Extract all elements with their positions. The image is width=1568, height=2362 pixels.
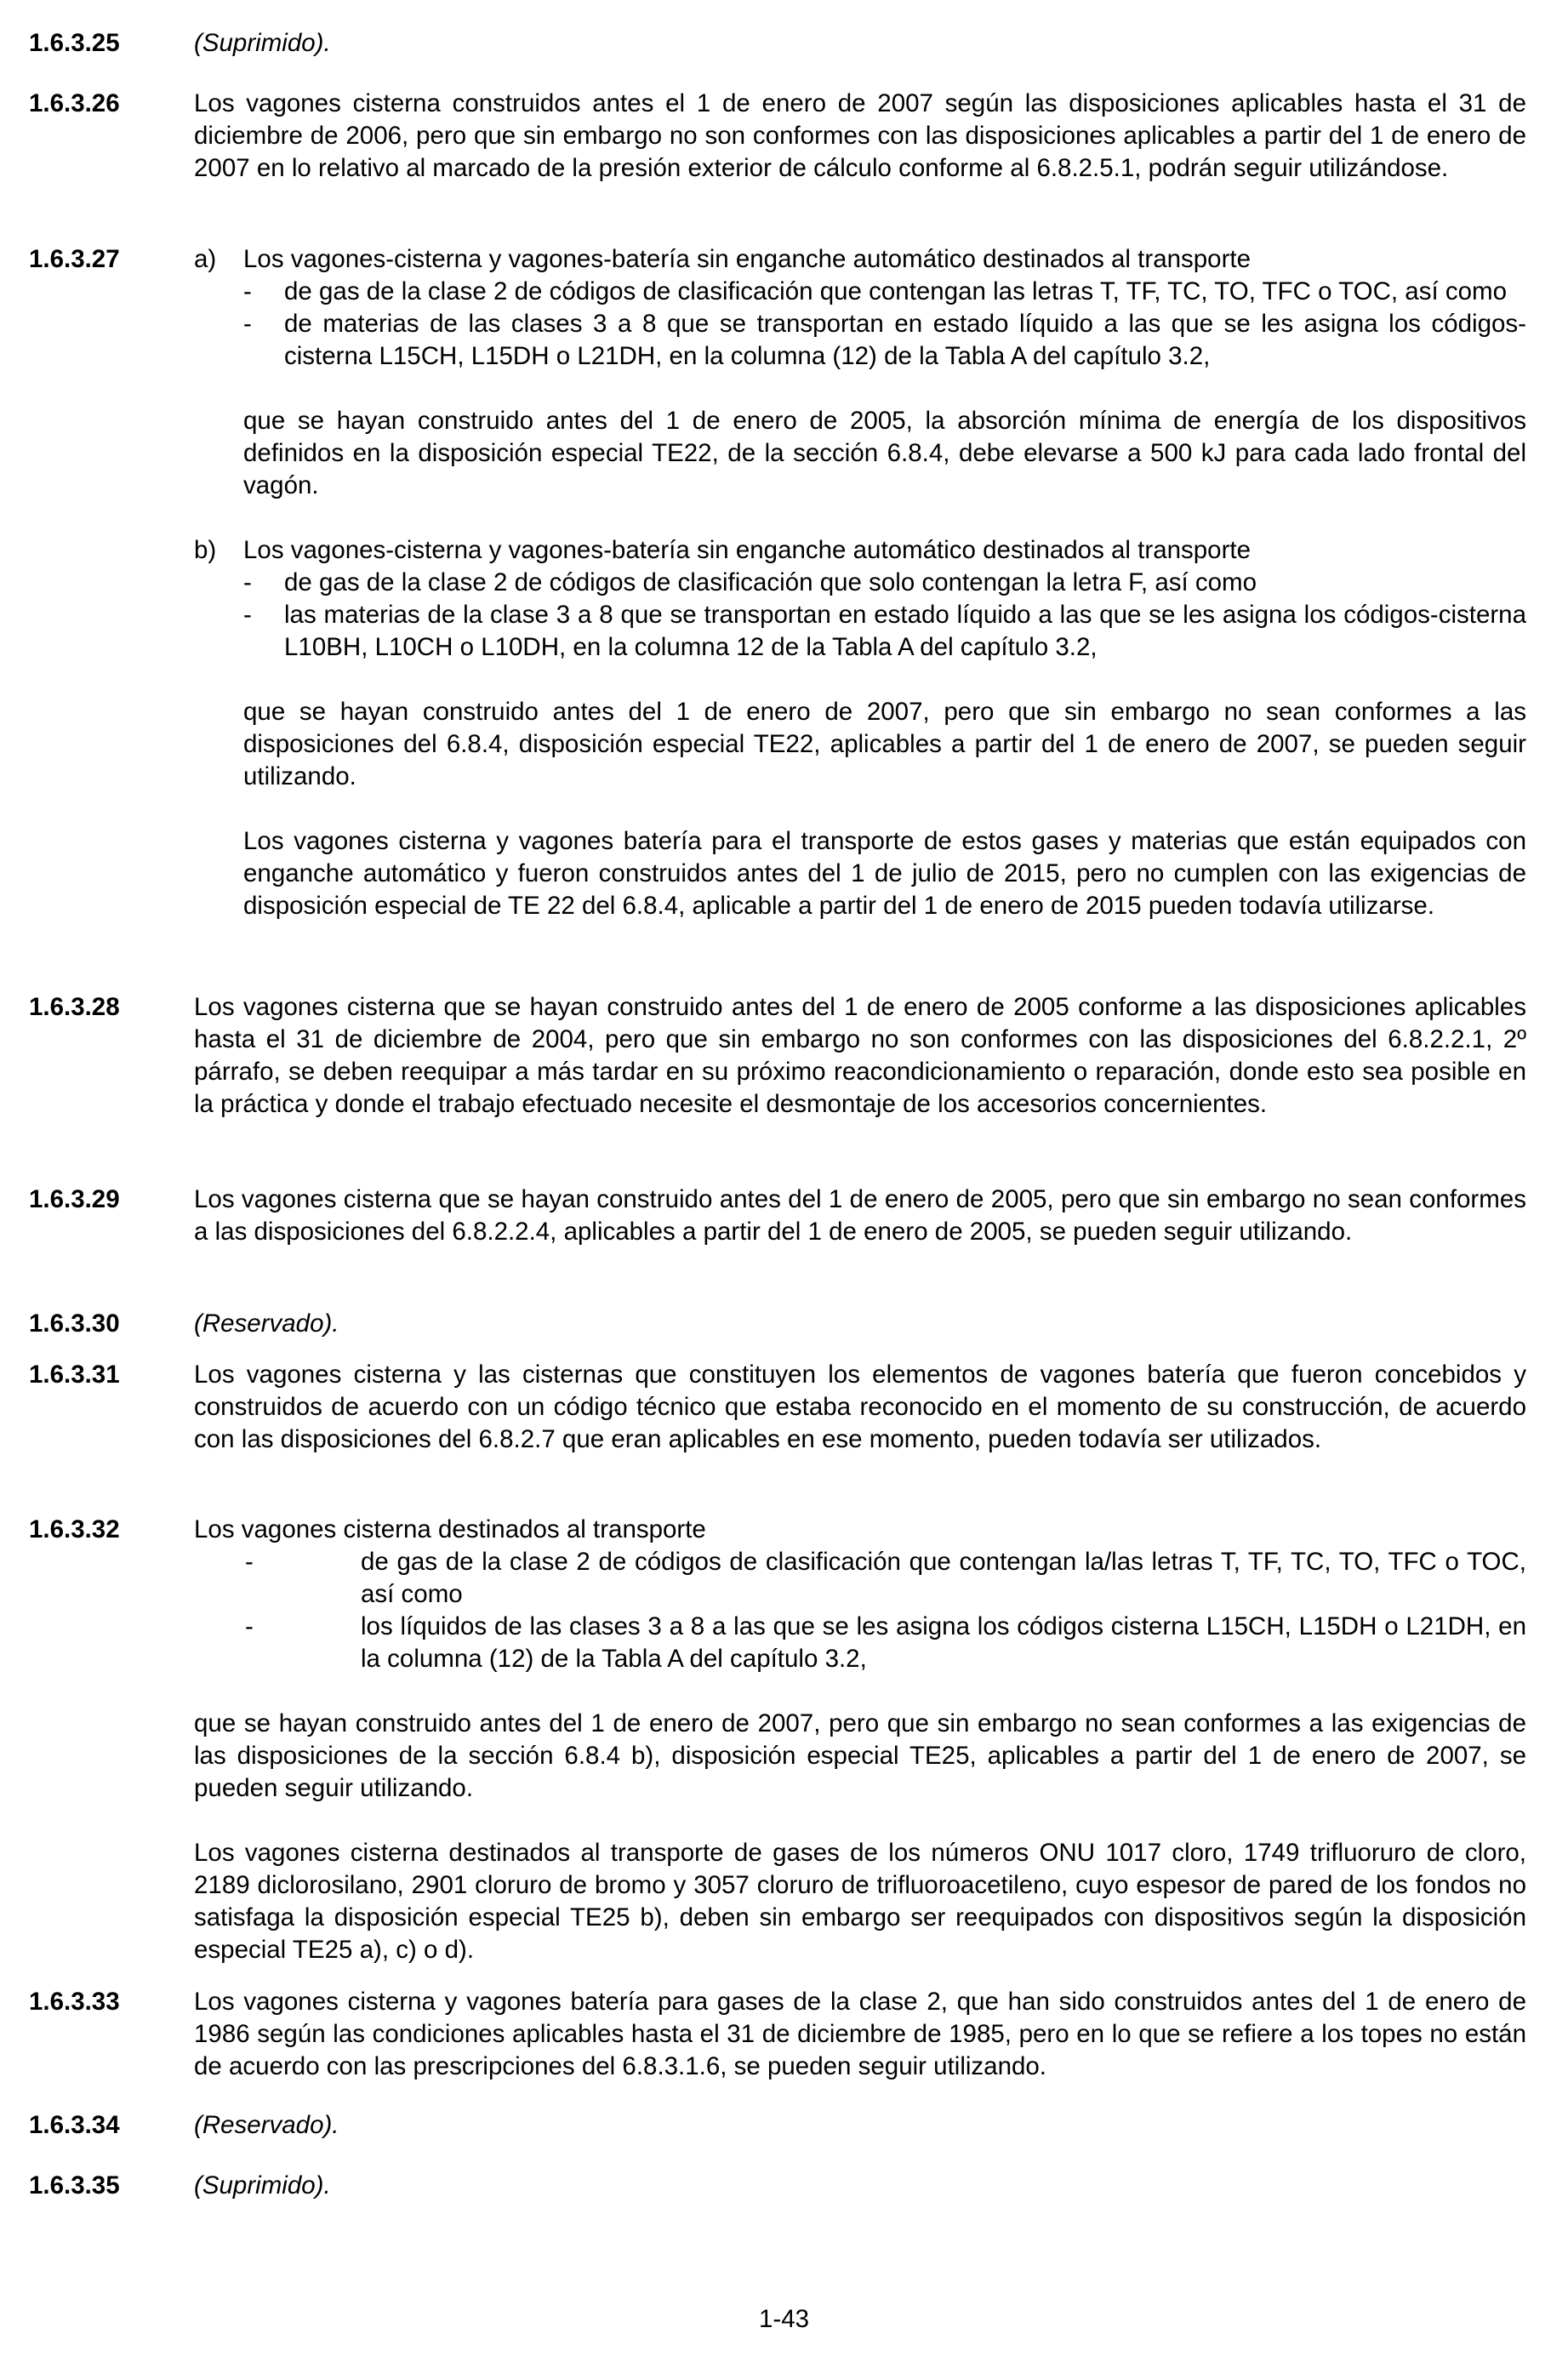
list-item-text: de gas de la clase 2 de códigos de clasificación que contengan la/las letras T, TF, TC, TO, TFC o TOC, así como [361, 1548, 1526, 1608]
section-1-6-3-26 [29, 88, 1526, 185]
dash-marker: - [243, 568, 252, 596]
section-text: Los vagones cisterna que se hayan construido antes del 1 de enero de 2005 conforme a las disposiciones aplicables hasta el 31 de diciembre de 2004, pero que sin embargo no son conformes con las disposiciones del 6.8.2.2.1, 2º párrafo, se deben reequipar a más tardar en su próximo reacondicionamiento o reparación, donde esto sea posible en la práctica y donde el trabajo efectuado necesite el desmontaje de los accesorios concernientes. [194, 993, 1526, 1118]
section-1-6-3-34 [29, 2109, 1526, 2142]
section-1-6-3-35 [29, 2170, 1526, 2202]
section-text: Los vagones cisterna y las cisternas que constituyen los elementos de vagones batería que fueron concebidos y construidos de acuerdo con un código técnico que estaba reconocido en el momento de su construcción, de acuerdo con las disposiciones del 6.8.2.7 que eran aplicables en ese momento, pueden todavía ser utilizados. [194, 1361, 1526, 1453]
list-item [194, 1611, 1526, 1675]
list-item-text: de materias de las clases 3 a 8 que se transportan en estado líquido a las que se les asigna los códigos-cisterna L15CH, L15DH o L21DH, en la columna (12) de la Tabla A del capítulo 3.2, [284, 310, 1526, 370]
section-1-6-3-28 [29, 991, 1526, 1121]
section-1-6-3-25 [29, 27, 1526, 60]
section-number: 1.6.3.25 [29, 29, 120, 57]
list-item-text: de gas de la clase 2 de códigos de clasificación que contengan las letras T, TF, TC, TO, TFC o TOC, así como [284, 277, 1507, 305]
paragraph: Los vagones cisterna destinados al transporte de gases de los números ONU 1017 cloro, 1749 trifluoruro de cloro, 2189 diclorosilano, 2901 cloruro de bromo y 3057 cloruro de trifluoroacetileno, cuyo espesor de pared de los fondos no satisfaga la disposición especial TE25 b), deben sin embargo ser reequipados con dispositivos según la disposición especial TE25 a), c) o d). [194, 1839, 1526, 1964]
list-item [194, 276, 1526, 308]
paragraph: que se hayan construido antes del 1 de enero de 2007, pero que sin embargo no sean conformes a las disposiciones del 6.8.4, disposición especial TE22, aplicables a partir del 1 de enero de 2007, se pueden seguir utilizando. [243, 698, 1526, 790]
page-number: 1-43 [758, 2305, 810, 2333]
section-number: 1.6.3.35 [29, 2171, 120, 2199]
section-1-6-3-27 [29, 243, 1526, 922]
item-intro: Los vagones-cisterna y vagones-batería sin enganche automático destinados al transporte [243, 536, 1252, 564]
section-text: (Suprimido). [194, 29, 331, 57]
list-item-text: los líquidos de las clases 3 a 8 a las que se les asigna los códigos cisterna L15CH, L15DH o L21DH, en la columna (12) de la Tabla A del capítulo 3.2, [361, 1612, 1526, 1673]
section-number: 1.6.3.27 [29, 245, 120, 273]
section-number: 1.6.3.26 [29, 89, 120, 117]
section-1-6-3-32 [29, 1514, 1526, 1966]
section-number: 1.6.3.29 [29, 1185, 120, 1213]
section-1-6-3-33 [29, 1986, 1526, 2083]
section-1-6-3-29 [29, 1184, 1526, 1248]
paragraph: Los vagones cisterna y vagones batería para el transporte de estos gases y materias que están equipados con enganche automático y fueron construidos antes del 1 de julio de 2015, pero no cumplen con las exigencias de disposición especial de TE 22 del 6.8.4, aplicable a partir del 1 de enero de 2015 pueden todavía utilizarse. [243, 827, 1526, 920]
section-intro: Los vagones cisterna destinados al transporte [194, 1515, 706, 1543]
list-item [194, 1546, 1526, 1611]
item-b [194, 534, 1526, 567]
section-number: 1.6.3.34 [29, 2111, 120, 2139]
section-text: Los vagones cisterna que se hayan construido antes del 1 de enero de 2005, pero que sin embargo no sean conformes a las disposiciones del 6.8.2.2.4, aplicables a partir del 1 de enero de 2005, se pueden seguir utilizando. [194, 1185, 1526, 1246]
item-intro: Los vagones-cisterna y vagones-batería sin enganche automático destinados al transporte [243, 245, 1252, 273]
section-text: (Reservado). [194, 1309, 339, 1338]
item-label: b) [194, 536, 217, 564]
item-a [194, 243, 1526, 276]
section-text: (Reservado). [194, 2111, 339, 2139]
list-item-text: de gas de la clase 2 de códigos de clasificación que solo contengan la letra F, así como [284, 568, 1257, 596]
list-item-text: las materias de la clase 3 a 8 que se transportan en estado líquido a las que se les asigna los códigos-cisterna L10BH, L10CH o L10DH, en la columna 12 de la Tabla A del capítulo 3.2, [284, 601, 1526, 661]
section-1-6-3-30 [29, 1308, 1526, 1340]
section-text: Los vagones cisterna y vagones batería para gases de la clase 2, que han sido construidos antes del 1 de enero de 1986 según las condiciones aplicables hasta el 31 de diciembre de 1985, pero en lo que se refiere a los topes no están de acuerdo con las prescripciones del 6.8.3.1.6, se pueden seguir utilizando. [194, 1988, 1526, 2080]
section-1-6-3-31 [29, 1359, 1526, 1456]
section-number: 1.6.3.31 [29, 1361, 120, 1389]
item-label: a) [194, 245, 217, 273]
section-number: 1.6.3.30 [29, 1309, 120, 1338]
paragraph: que se hayan construido antes del 1 de enero de 2005, la absorción mínima de energía de los dispositivos definidos en la disposición especial TE22, de la sección 6.8.4, debe elevarse a 500 kJ para cada lado frontal del vagón. [243, 407, 1526, 499]
list-item [194, 599, 1526, 664]
dash-marker: - [243, 601, 252, 629]
section-text: Los vagones cisterna construidos antes el 1 de enero de 2007 según las disposiciones aplicables hasta el 31 de diciembre de 2006, pero que sin embargo no son conformes con las disposiciones aplicables a partir del 1 de enero de 2007 en lo relativo al marcado de la presión exterior de cálculo conforme al 6.8.2.5.1, podrán seguir utilizándose. [194, 89, 1526, 182]
list-item [194, 567, 1526, 599]
list-item [194, 308, 1526, 373]
paragraph: que se hayan construido antes del 1 de enero de 2007, pero que sin embargo no sean conformes a las exigencias de las disposiciones de la sección 6.8.4 b), disposición especial TE25, aplicables a partir del 1 de enero de 2007, se pueden seguir utilizando. [194, 1709, 1526, 1802]
section-number: 1.6.3.28 [29, 993, 120, 1021]
dash-marker: - [245, 1548, 254, 1576]
section-number: 1.6.3.32 [29, 1515, 120, 1543]
section-number: 1.6.3.33 [29, 1988, 120, 2016]
dash-marker: - [243, 310, 252, 338]
section-text: (Suprimido). [194, 2171, 331, 2199]
dash-marker: - [245, 1612, 254, 1640]
dash-marker: - [243, 277, 252, 305]
